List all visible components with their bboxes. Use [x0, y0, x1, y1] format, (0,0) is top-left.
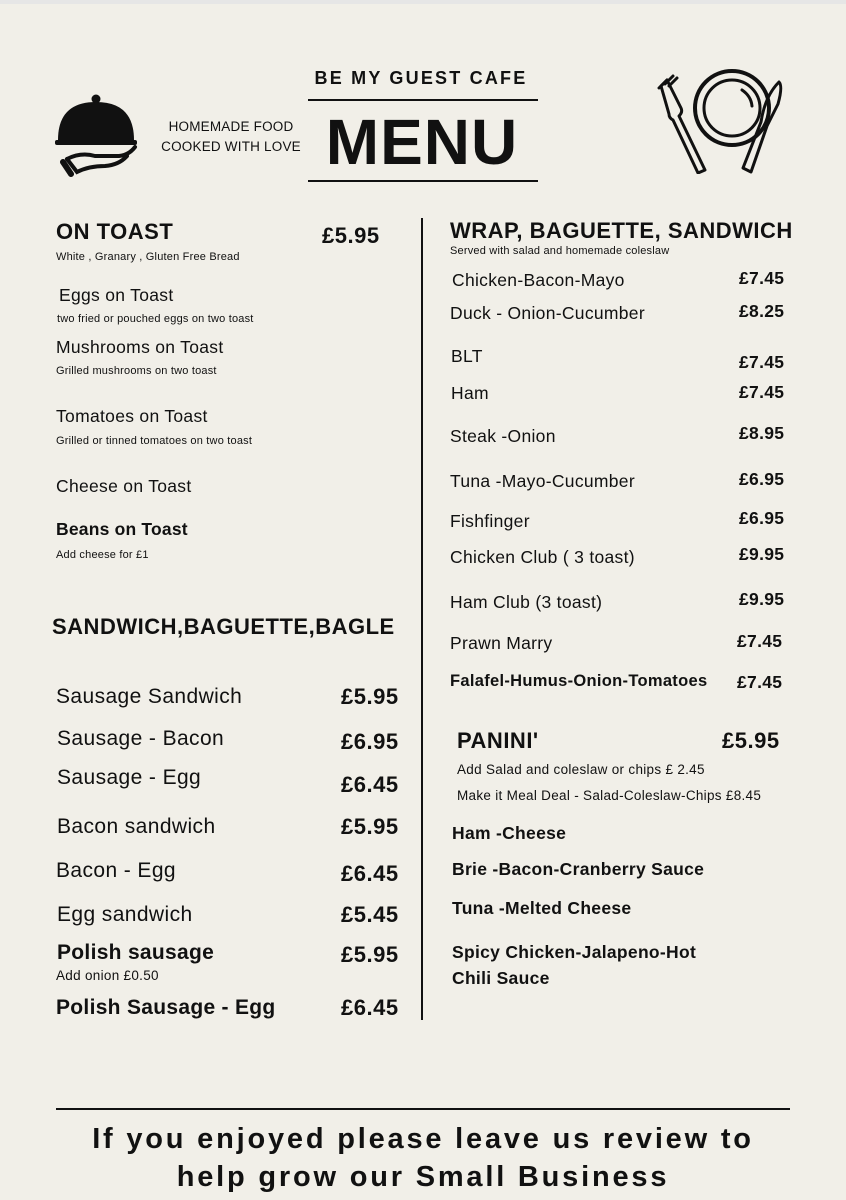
- menu-item: Chicken Club ( 3 toast): [450, 547, 635, 567]
- menu-price: £7.45: [739, 382, 785, 402]
- cafe-name: BE MY GUEST CAFE: [314, 68, 528, 88]
- menu-item: Ham Club (3 toast): [450, 592, 603, 612]
- menu-item: Bacon - Egg: [56, 859, 176, 882]
- on-toast-price: £5.95: [322, 223, 380, 248]
- menu-price: £9.95: [739, 544, 785, 564]
- menu-price: £5.95: [341, 942, 399, 967]
- menu-item: Polish sausage: [57, 941, 215, 964]
- tagline-line-1: HOMEMADE FOOD: [168, 119, 294, 134]
- menu-item: Egg sandwich: [57, 903, 193, 926]
- menu-item: Polish Sausage - Egg: [56, 996, 276, 1019]
- on-toast-breads: White , Granary , Gluten Free Bread: [56, 251, 240, 263]
- menu-item: Tuna -Mayo-Cucumber: [450, 471, 635, 491]
- tagline: [150, 117, 312, 157]
- panini-item: Tuna -Melted Cheese: [452, 898, 632, 918]
- panini-note-1: Add Salad and coleslaw or chips £ 2.45: [457, 762, 705, 777]
- plate-fork-knife-icon: [657, 68, 785, 174]
- panini-price: £5.95: [722, 728, 780, 753]
- menu-price: £5.45: [341, 902, 399, 927]
- item-desc: Grilled or tinned tomatoes on two toast: [56, 435, 253, 447]
- footer-message: [40, 1120, 806, 1196]
- menu-price: £6.45: [341, 995, 399, 1020]
- menu-price: £7.45: [739, 352, 785, 372]
- panini-note-2: Make it Meal Deal - Salad-Coleslaw-Chips £8.45: [457, 788, 762, 803]
- menu-price: £7.45: [737, 672, 783, 692]
- wrap-title: WRAP, BAGUETTE, SANDWICH: [450, 218, 793, 243]
- menu-price: £7.45: [737, 631, 783, 651]
- footer-rule: [56, 1108, 790, 1110]
- menu-title: MENU: [325, 106, 519, 178]
- menu-price: £6.95: [341, 729, 399, 754]
- menu-price: £7.45: [739, 268, 785, 288]
- cloche-serving-icon: [55, 92, 141, 178]
- header-rule-top: [308, 99, 538, 101]
- header-rule-bottom: [308, 180, 538, 182]
- panini-title: PANINI': [457, 728, 539, 753]
- panini-item: Chili Sauce: [452, 968, 550, 988]
- panini-item: Spicy Chicken-Jalapeno-Hot: [452, 942, 697, 962]
- menu-item: Sausage - Bacon: [57, 727, 225, 750]
- item-desc: two fried or pouched eggs on two toast: [57, 313, 254, 325]
- column-divider: [421, 218, 423, 1020]
- footer-line-2: help grow our Small Business: [176, 1161, 670, 1193]
- menu-item: Prawn Marry: [450, 633, 553, 653]
- menu-item-mushrooms-on-toast: Mushrooms on Toast: [56, 337, 224, 357]
- menu-price: £6.95: [739, 508, 785, 528]
- menu-item: Falafel-Humus-Onion-Tomatoes: [450, 672, 708, 690]
- item-desc: Grilled mushrooms on two toast: [56, 365, 217, 377]
- menu-item: Ham: [451, 383, 489, 403]
- menu-price: £8.95: [739, 423, 785, 443]
- tagline-line-2: COOKED WITH LOVE: [161, 139, 301, 154]
- menu-item: BLT: [451, 346, 483, 366]
- on-toast-title: ON TOAST: [56, 219, 174, 244]
- menu-item: Steak -Onion: [450, 426, 556, 446]
- menu-price: £6.45: [341, 772, 399, 797]
- menu-item-eggs-on-toast: Eggs on Toast: [59, 285, 174, 305]
- menu-price: £5.95: [341, 814, 399, 839]
- wrap-subtitle: Served with salad and homemade coleslaw: [450, 245, 670, 257]
- menu-item: Fishfinger: [450, 511, 530, 531]
- menu-item: Sausage - Egg: [57, 766, 202, 789]
- item-desc: Add cheese for £1: [56, 549, 149, 561]
- menu-price: £6.45: [341, 861, 399, 886]
- menu-item: Chicken-Bacon-Mayo: [452, 270, 625, 290]
- panini-item: Ham -Cheese: [452, 823, 567, 843]
- sandwich-title: SANDWICH,BAGUETTE,BAGLE: [52, 614, 395, 639]
- menu-item: Sausage Sandwich: [56, 685, 243, 708]
- menu-item: Duck - Onion-Cucumber: [450, 303, 645, 323]
- menu-price: £8.25: [739, 301, 785, 321]
- menu-price: £6.95: [739, 469, 785, 489]
- top-edge: [0, 0, 846, 4]
- menu-item-beans-on-toast: Beans on Toast: [56, 519, 188, 539]
- footer-line-1: If you enjoyed please leave us review to: [92, 1123, 754, 1155]
- menu-item-tomatoes-on-toast: Tomatoes on Toast: [56, 406, 208, 426]
- menu-price: £9.95: [739, 589, 785, 609]
- item-note: Add onion £0.50: [56, 968, 159, 983]
- menu-item-cheese-on-toast: Cheese on Toast: [56, 476, 192, 496]
- panini-item: Brie -Bacon-Cranberry Sauce: [452, 859, 705, 879]
- menu-item: Bacon sandwich: [57, 815, 216, 838]
- menu-price: £5.95: [341, 684, 399, 709]
